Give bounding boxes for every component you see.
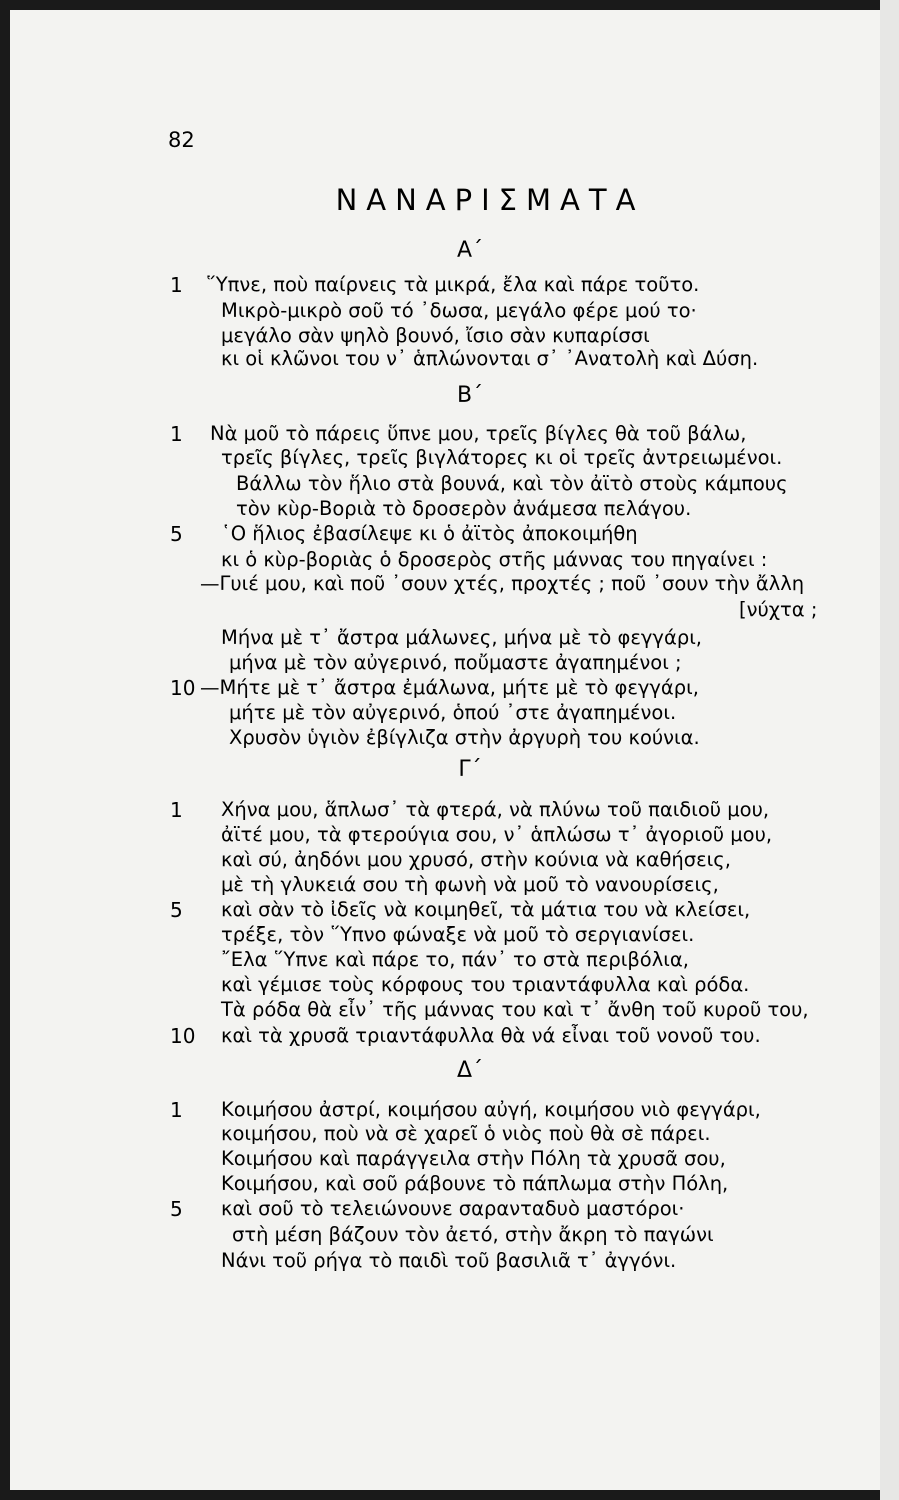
poem-line: ῎Ελα ῞Υπνε καὶ πάρε το, πάν᾽ το στὰ περιβόλια, <box>221 948 689 971</box>
section-heading-c: Γ΄ <box>458 757 482 782</box>
page-edge <box>880 0 899 1500</box>
section-heading-b: Β΄ <box>456 383 484 408</box>
poem-line: Μικρὸ-μικρὸ σοῦ τό ᾽δωσα, μεγάλο φέρε μού το· <box>221 299 697 322</box>
poem-line: καὶ σοῦ τὸ τελειώνουνε σαρανταδυὸ μαστόροι· <box>221 1197 685 1220</box>
poem-line: τὸν κὺρ-Βοριὰ τὸ δροσερὸν ἀνάμεσα πελάγου. <box>236 497 692 520</box>
line-number: 5 <box>170 1197 183 1221</box>
poem-line: Μήνα μὲ τ᾽ ἄστρα μάλωνες, μήνα μὲ τὸ φεγγάρι, <box>221 626 702 649</box>
poem-line: καὶ σὰν τὸ ἰδεῖς νὰ κοιμηθεῖ, τὰ μάτια του νὰ κλείσει, <box>221 898 751 921</box>
poem-line: —Μήτε μὲ τ᾽ ἄστρα ἐμάλωνα, μήτε μὲ τὸ φεγγάρι, <box>200 676 699 699</box>
poem-line: μεγάλο σὰν ψηλὸ βουνό, ἴσιο σὰν κυπαρίσσι <box>221 324 650 347</box>
poem-line: κι οἱ κλῶνοι του ν᾽ ἁπλώνονται σ᾽ ᾽Ανατολὴ καὶ Δύση. <box>221 347 759 370</box>
poem-line: Νάνι τοῦ ρήγα τὸ παιδὶ τοῦ βασιλιᾶ τ᾽ ἀγγόνι. <box>221 1249 677 1272</box>
poem-line: κι ὁ κὺρ-βοριὰς ὁ δροσερὸς στῆς μάννας του πηγαίνει : <box>221 548 768 571</box>
poem-line: Βάλλω τὸν ἥλιο στὰ βουνά, καὶ τὸν ἀϊτὸ στοὺς κάμπους <box>236 472 788 495</box>
poem-line: στὴ μέση βάζουν τὸν ἀετό, στὴν ἄκρη τὸ παγώνι <box>232 1223 714 1246</box>
line-number: 5 <box>170 898 183 922</box>
poem-line: μὲ τὴ γλυκειά σου τὴ φωνὴ νὰ μοῦ τὸ νανουρίσεις, <box>221 873 719 896</box>
poem-line: Κοιμήσου ἀστρί, κοιμήσου αὐγή, κοιμήσου νιὸ φεγγάρι, <box>221 1098 761 1121</box>
line-number: 1 <box>170 273 183 297</box>
page-title: ΝΑΝΑΡΙΣΜΑΤΑ <box>335 183 645 217</box>
poem-line: καὶ γέμισε τοὺς κόρφους του τριαντάφυλλα καὶ ρόδα. <box>221 973 750 996</box>
line-number: 5 <box>170 522 183 546</box>
poem-line: κοιμήσου, ποὺ νὰ σὲ χαρεῖ ὁ νιὸς ποὺ θὰ σὲ πάρει. <box>221 1122 711 1145</box>
poem-line: μήνα μὲ τὸν αὐγερινό, ποὔμαστε ἀγαπημένοι ; <box>229 651 682 674</box>
section-heading-a: Α΄ <box>456 238 484 263</box>
poem-line: καὶ τὰ χρυσᾶ τριαντάφυλλα θὰ νά εἶναι τοῦ νονοῦ του. <box>221 1024 761 1047</box>
poem-line: καὶ σύ, ἀηδόνι μου χρυσό, στὴν κούνια νὰ καθήσεις, <box>221 848 731 871</box>
poem-line: —Γυιέ μου, καὶ ποῦ ᾽σουν χτές, προχτές ; ποῦ ᾽σουν τὴν ἄλλη <box>200 572 805 595</box>
line-number: 1 <box>170 798 183 822</box>
poem-line: Χήνα μου, ἅπλωσ᾽ τὰ φτερά, νὰ πλύνω τοῦ παιδιοῦ μου, <box>221 798 770 821</box>
line-number: 1 <box>170 1098 183 1122</box>
line-number: 10 <box>170 676 196 700</box>
poem-line: Νὰ μοῦ τὸ πάρεις ὕπνε μου, τρεῖς βίγλες θὰ τοῦ βάλω, <box>210 422 747 445</box>
poem-line: Κοιμήσου καὶ παράγγειλα στὴν Πόλη τὰ χρυσᾶ σου, <box>221 1147 726 1170</box>
poem-line: ἀϊτέ μου, τὰ φτερούγια σου, ν᾽ ἁπλώσω τ᾽ ἀγοριοῦ μου, <box>221 823 773 846</box>
poem-line: ῾Ο ἥλιος ἐβασίλεψε κι ὁ ἀϊτὸς ἀποκοιμήθη <box>221 522 638 545</box>
poem-line: [νύχτα ; <box>739 598 818 621</box>
poem-line: Τὰ ρόδα θὰ εἶν᾽ τῆς μάννας του καὶ τ᾽ ἄνθη τοῦ κυροῦ του, <box>221 998 809 1021</box>
line-number: 1 <box>170 422 183 446</box>
page-number: 82 <box>168 128 195 152</box>
poem-line: μήτε μὲ τὸν αὐγερινό, ὁπού ᾽στε ἀγαπημένοι. <box>229 701 677 724</box>
poem-line: ῞Υπνε, ποὺ παίρνεις τὰ μικρά, ἔλα καὶ πάρε τοῦτο. <box>206 273 700 296</box>
section-heading-d: Δ΄ <box>456 1058 484 1083</box>
poem-line: τρεῖς βίγλες, τρεῖς βιγλάτορες κι οἱ τρεῖς ἀντρειωμένοι. <box>221 446 783 469</box>
line-number: 10 <box>170 1024 196 1048</box>
poem-line: Κοιμήσου, καὶ σοῦ ράβουνε τὸ πάπλωμα στὴν Πόλη, <box>221 1172 729 1195</box>
poem-line: τρέξε, τὸν ῞Υπνο φώναξε νὰ μοῦ τὸ σεργιανίσει. <box>221 923 695 946</box>
poem-line: Χρυσὸν ὑγιὸν ἐβίγλιζα στὴν ἀργυρὴ του κούνια. <box>229 726 700 749</box>
